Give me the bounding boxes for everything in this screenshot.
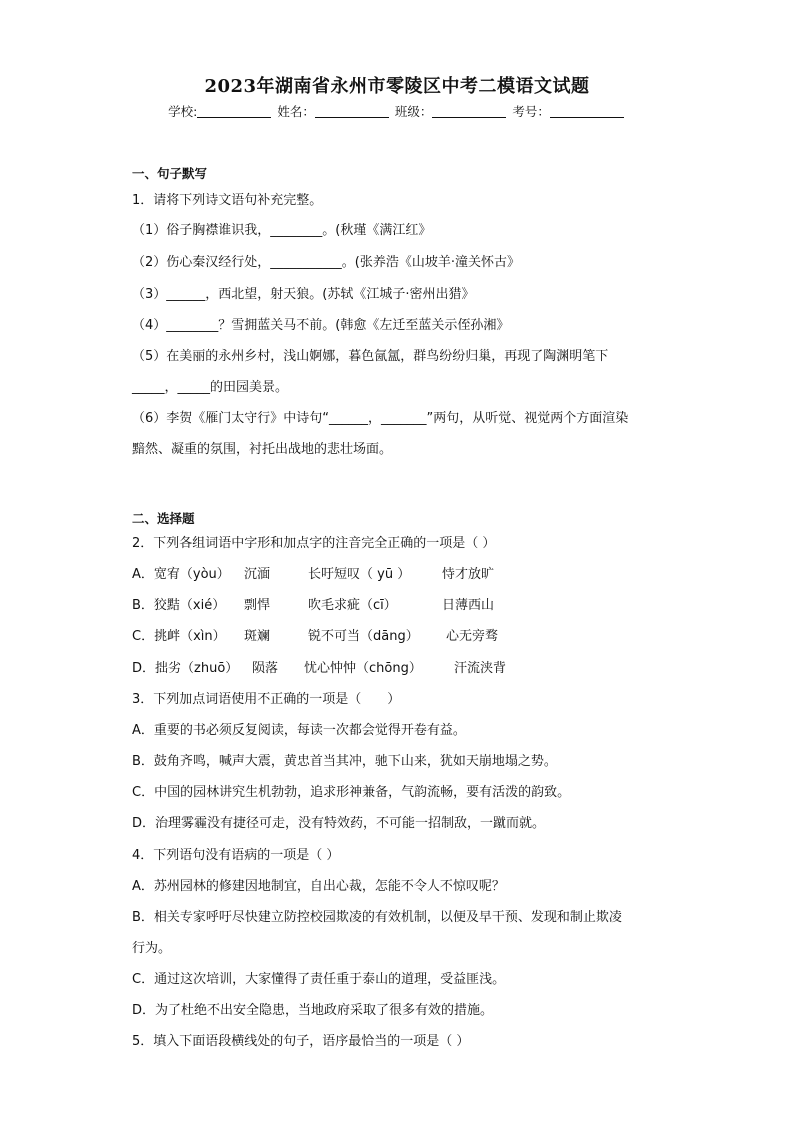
- question-3-stem: 3．下列加点词语使用不正确的一项是（ ）: [132, 692, 401, 707]
- option-cell: 长吁短叹（ yū ）: [308, 567, 411, 582]
- class-blank: [432, 105, 506, 118]
- section-heading-1: 一、句子默写: [132, 166, 208, 181]
- question-1-stem: 1．请将下列诗文语句补充完整。: [132, 193, 323, 208]
- option-cell: 沉湎: [244, 567, 271, 582]
- option-cell: B．狡黠（xié）: [132, 598, 226, 613]
- option-cell: 心无旁骛: [446, 629, 499, 644]
- question-1-item: （2）伤心秦汉经行处，___________。(张养浩《山坡羊·潼关怀古》: [132, 255, 520, 270]
- page-title: 2023年湖南省永州市零陵区中考二模语文试题: [204, 76, 590, 97]
- option-cell: 汗流浃背: [454, 661, 507, 676]
- option-cell: C．挑衅（xìn）: [132, 629, 226, 644]
- question-1-item: （6）李贺《雁门太守行》中诗句“______，_______”两句，从听觉、视觉两个方面渲染: [132, 411, 629, 426]
- school-label: 学校:: [168, 104, 198, 119]
- option-cell: 陨落: [252, 661, 279, 676]
- option-cell: D．拙劣（zhuō）: [132, 661, 239, 676]
- question-1-item: 黯然、凝重的氛围，衬托出战地的悲壮场面。: [132, 442, 393, 457]
- option-cell: 日薄西山: [442, 598, 495, 613]
- question-3-option: B．鼓角齐鸣，喊声大震，黄忠首当其冲，驰下山来，犹如天崩地塌之势。: [132, 754, 557, 769]
- name-label: 姓名：: [277, 104, 315, 119]
- number-blank: [550, 105, 624, 118]
- name-blank: [315, 105, 389, 118]
- question-4-option: D．为了杜绝不出安全隐患，当地政府采取了很多有效的措施。: [132, 1003, 494, 1018]
- question-1-item: _____，_____的田园美景。: [132, 380, 289, 395]
- option-cell: A．宽宥（yòu）: [132, 567, 230, 582]
- option-cell: 锐不可当（dāng）: [308, 629, 419, 644]
- section-heading-2: 二、选择题: [132, 511, 195, 526]
- question-4-stem: 4．下列语句没有语病的一项是（ ）: [132, 848, 340, 863]
- option-cell: 剽悍: [244, 598, 271, 613]
- question-3-option: D．治理雾霾没有捷径可走，没有特效药，不可能一招制敌，一蹴而就。: [132, 816, 546, 831]
- question-4-option: C．通过这次培训，大家懂得了责任重于泰山的道理，受益匪浅。: [132, 972, 506, 987]
- option-cell: 忧心忡忡（chōng）: [304, 661, 422, 676]
- option-cell: 吹毛求疵（cī）: [308, 598, 397, 613]
- question-5-stem: 5．填入下面语段横线处的句子，语序最恰当的一项是（ ）: [132, 1034, 470, 1049]
- school-blank: [197, 105, 271, 118]
- question-1-item: （3）______，西北望，射天狼。(苏轼《江城子·密州出猎》: [132, 287, 475, 302]
- number-label: 考号：: [512, 104, 550, 119]
- question-2-option-b: [132, 597, 494, 615]
- question-4-option: 行为。: [132, 941, 172, 956]
- question-2-stem: 2．下列各组词语中字形和加点字的注音完全正确的一项是（ ）: [132, 536, 496, 551]
- question-1-item: （4）________？雪拥蓝关马不前。(韩愈《左迁至蓝关示侄孙湘》: [132, 318, 510, 333]
- question-2-option-d: [132, 660, 506, 678]
- option-cell: 恃才放旷: [442, 567, 495, 582]
- question-2-option-a: [132, 566, 494, 584]
- option-cell: 斑斓: [244, 629, 271, 644]
- class-label: 班级：: [394, 104, 433, 119]
- question-4-option: B．相关专家呼吁尽快建立防控校园欺凌的有效机制，以便及早干预、发现和制止欺凌: [132, 910, 622, 925]
- question-4-option: A．苏州园林的修建因地制宜，自出心裁，怎能不令人不惊叹呢？: [132, 879, 505, 894]
- question-3-option: C．中国的园林讲究生机勃勃，追求形神兼备，气韵流畅，要有活泼的韵致。: [132, 785, 571, 800]
- question-1-item: （1）俗子胸襟谁识我，________。(秋瑾《满江红》: [132, 223, 432, 238]
- question-3-option: A．重要的书必须反复阅读，每读一次都会觉得开卷有益。: [132, 723, 466, 738]
- question-1-item: （5）在美丽的永州乡村，浅山婀娜，暮色氤氲，群鸟纷纷归巢，再现了陶渊明笔下: [132, 349, 609, 364]
- student-info-row: [0, 102, 794, 120]
- question-2-option-c: [132, 628, 498, 646]
